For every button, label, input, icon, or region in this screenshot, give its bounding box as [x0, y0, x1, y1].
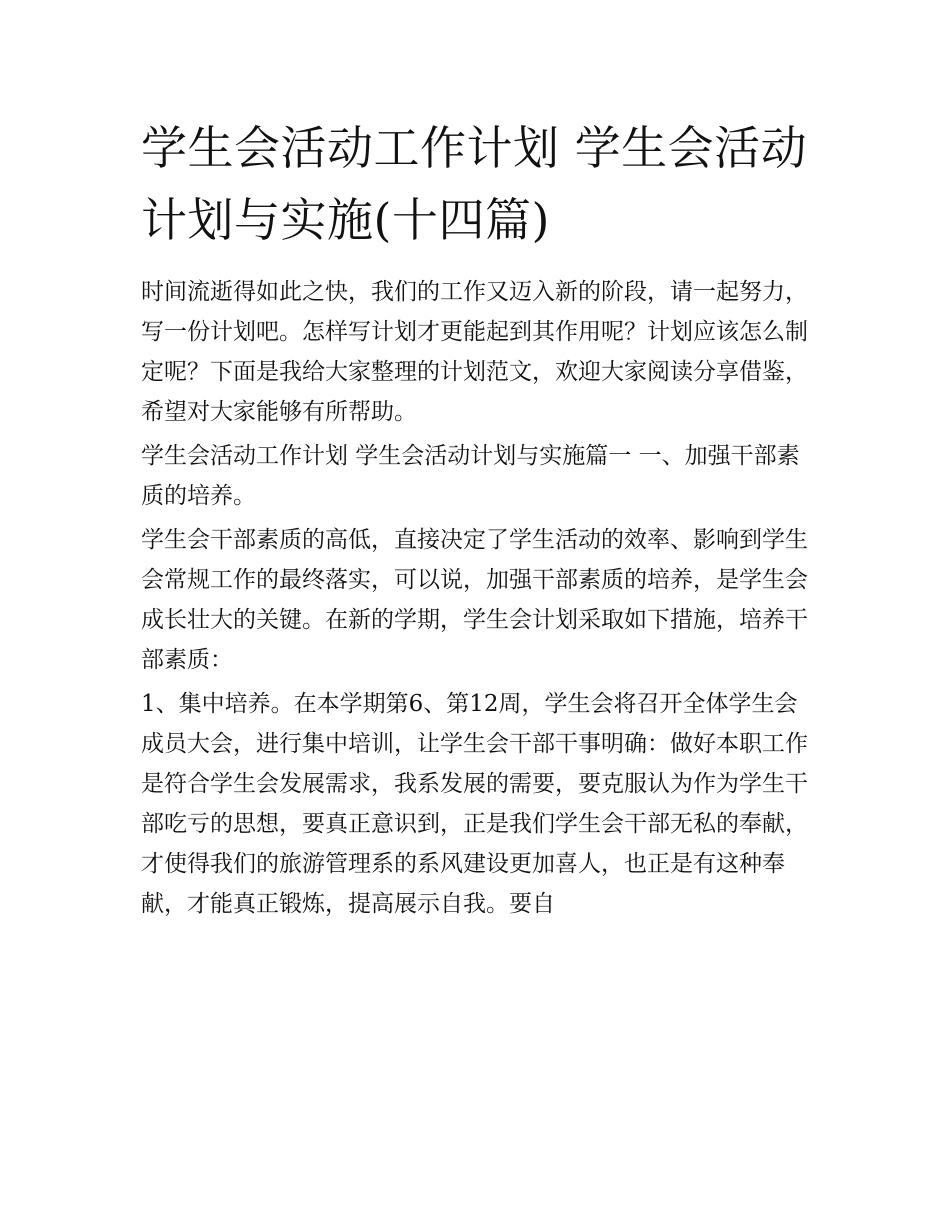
document-title: 学生会活动工作计划 学生会活动计划与实施(十四篇) — [141, 121, 808, 247]
paragraph-cadre-quality: 学生会干部素质的高低，直接决定了学生活动的效率、影响到学生会常规工作的最终落实，可以说，加强干部素质的培养，是学生会成长壮大的关键。在新的学期，学生会计划采取如下措施，培养干部素质： — [141, 527, 808, 673]
paragraph-intro: 时间流逝得如此之快，我们的工作又迈入新的阶段，请一起努力，写一份计划吧。怎样写计划才更能起到其作用呢？计划应该怎么制定呢？下面是我给大家整理的计划范文，欢迎大家阅读分享借鉴，希望对大家能够有所帮助。 — [141, 279, 808, 425]
paragraph-section-heading: 学生会活动工作计划 学生会活动计划与实施篇一 一、加强干部素质的培养。 — [141, 443, 800, 509]
paragraph-centralized-training: 1、集中培养。在本学期第6、第12周，学生会将召开全体学生会成员大会，进行集中培训，让学生会干部干事明确：做好本职工作是符合学生会发展需求，我系发展的需要，要克服认为作为学生干部吃亏的思想，要真正意识到，正是我们学生会干部无私的奉献，才使得我们的旅游管理系的系风建设更加喜人，也正是有这种奉献，才能真正锻炼，提高展示自我。要自 — [141, 691, 808, 917]
document-body — [141, 112, 811, 928]
